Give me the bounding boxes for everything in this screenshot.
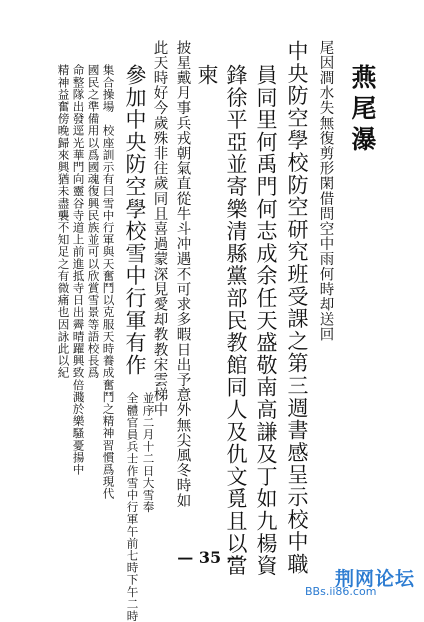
text-column-12: 精神益奮傍晚歸來興猶未盡襲不知足之有微痛也因詠此以紀 xyxy=(56,64,71,379)
text-column-11: 命整隊出發逕光華門向靈谷寺道上前進抵寺日出霽晴躍興致倍濺於樂騷憂揚中 xyxy=(71,64,86,476)
watermark-url: BBs.ii86.com xyxy=(305,585,377,598)
poem-title: 燕尾瀑 xyxy=(348,64,377,157)
text-column-2: 中央防空學校防空研究班受課之第三週書感呈示校中職 xyxy=(285,40,309,576)
text-column-4: 鋒徐平亞並寄樂清縣黨部民教館同人及仇文覓且以當 xyxy=(224,64,248,577)
text-column-9: 集合操場 校座訓示有曰雪中行軍與天奮鬥以克服天時養成奮鬥之精神習慣爲現代 xyxy=(101,64,116,500)
side-note-2: 全體官員兵士作雪中行軍午前七時下午二時 xyxy=(125,392,140,622)
text-column-10: 國民之準備用以爲國魂復興民族並可以欣賞雪景等語校長爲 xyxy=(86,64,101,379)
page-number: — 35 — xyxy=(177,548,243,567)
text-column-5: 柬 xyxy=(195,64,219,87)
text-column-6: 披星戴月事兵戎朝氣直從牛斗冲遇不可求多暇日出予意外無尖風冬時如 xyxy=(174,40,191,509)
text-column-8-heading: 參加中央防空學校雪中行軍有作 xyxy=(123,64,147,377)
text-column-3: 員同里何禹門何志成余任天盛敬南高謙及丁如九楊資 xyxy=(254,64,278,577)
watermark-logo: 荆网论坛 xyxy=(335,568,416,590)
text-column-7: 此天時好今歲殊非往歲同且喜過蒙深見愛却教教宋雲梯中 xyxy=(151,40,168,418)
text-column-1: 尾因澗水失無復剪形閑借問空中雨何時却送回 xyxy=(317,40,334,342)
side-note-1: 並序二月十二日大雪奉 xyxy=(141,392,156,513)
